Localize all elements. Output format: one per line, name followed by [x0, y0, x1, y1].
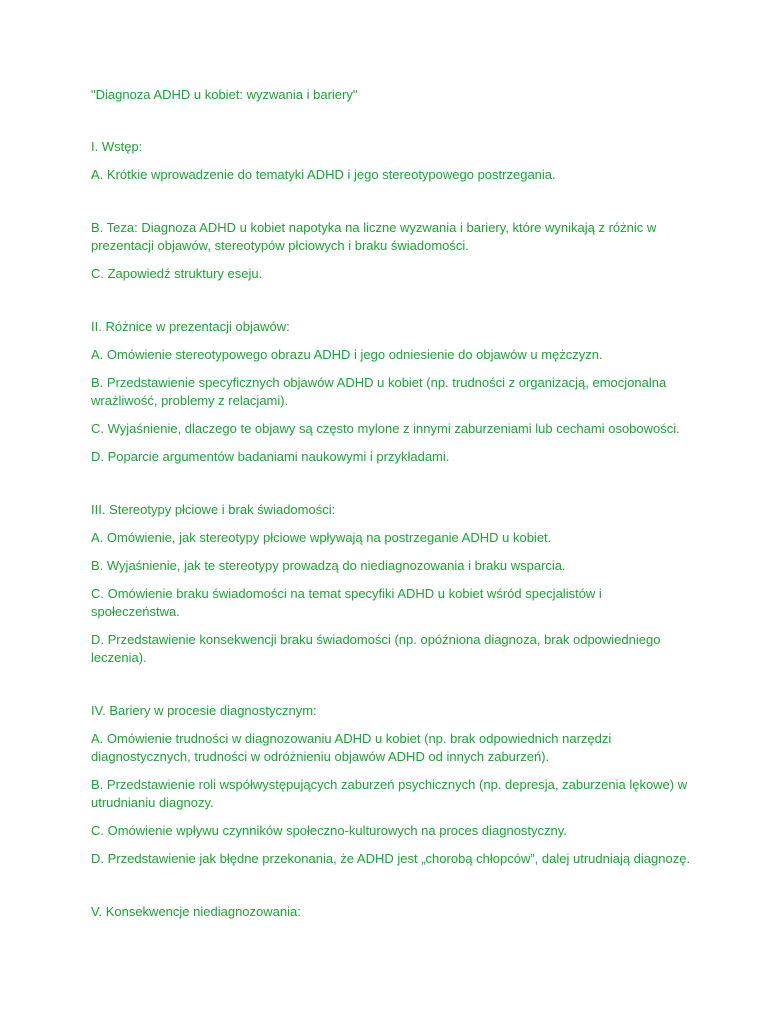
- symptoms-item-d: D. Poparcie argumentów badaniami naukowymi i przykładami.: [91, 449, 450, 464]
- section-heading-consequences: V. Konsekwencje niediagnozowania:: [91, 904, 301, 919]
- intro-item-c: C. Zapowiedź struktury eseju.: [91, 266, 263, 281]
- symptoms-item-c: C. Wyjaśnienie, dlaczego te objawy są często mylone z innymi zaburzeniami lub cechami osobowości.: [91, 421, 680, 436]
- barriers-item-a: A. Omówienie trudności w diagnozowaniu ADHD u kobiet (np. brak odpowiednich narzędzi diagnostycznych, trudności w odróżnieniu objawów ADHD od innych zaburzeń).: [91, 731, 612, 764]
- symptoms-item-b: B. Przedstawienie specyficznych objawów ADHD u kobiet (np. trudności z organizacją, emocjonalna wrażliwość, problemy z relacjami).: [91, 375, 667, 408]
- stereotypes-item-a: A. Omówienie, jak stereotypy płciowe wpływają na postrzeganie ADHD u kobiet.: [91, 530, 552, 545]
- section-heading-intro: I. Wstęp:: [91, 139, 143, 154]
- document-title: "Diagnoza ADHD u kobiet: wyzwania i bariery": [91, 87, 358, 102]
- intro-item-b: B. Teza: Diagnoza ADHD u kobiet napotyka na liczne wyzwania i bariery, które wynikają z różnic w prezentacji objawów, stereotypów płciowych i braku świadomości.: [91, 220, 657, 253]
- barriers-item-d: D. Przedstawienie jak błędne przekonania, że ADHD jest „chorobą chłopców”, dalej utrudniają diagnozę.: [91, 851, 691, 866]
- intro-item-a: A. Krótkie wprowadzenie do tematyki ADHD i jego stereotypowego postrzegania.: [91, 167, 556, 182]
- stereotypes-item-d: D. Przedstawienie konsekwencji braku świadomości (np. opóźniona diagnoza, brak odpowiedniego leczenia).: [91, 632, 661, 665]
- section-heading-symptoms: II. Różnice w prezentacji objawów:: [91, 319, 290, 334]
- stereotypes-item-c: C. Omówienie braku świadomości na temat specyfiki ADHD u kobiet wśród specjalistów i społeczeństwa.: [91, 586, 602, 619]
- section-heading-barriers: IV. Bariery w procesie diagnostycznym:: [91, 703, 317, 718]
- barriers-item-c: C. Omówienie wpływu czynników społeczno-kulturowych na proces diagnostyczny.: [91, 823, 567, 838]
- document-content: [91, 86, 691, 931]
- symptoms-item-a: A. Omówienie stereotypowego obrazu ADHD i jego odniesienie do objawów u mężczyzn.: [91, 347, 603, 362]
- section-heading-stereotypes: III. Stereotypy płciowe i brak świadomości:: [91, 502, 336, 517]
- stereotypes-item-b: B. Wyjaśnienie, jak te stereotypy prowadzą do niediagnozowania i braku wsparcia.: [91, 558, 566, 573]
- barriers-item-b: B. Przedstawienie roli współwystępujących zaburzeń psychicznych (np. depresja, zaburzenia lękowe) w utrudnianiu diagnozy.: [91, 777, 688, 810]
